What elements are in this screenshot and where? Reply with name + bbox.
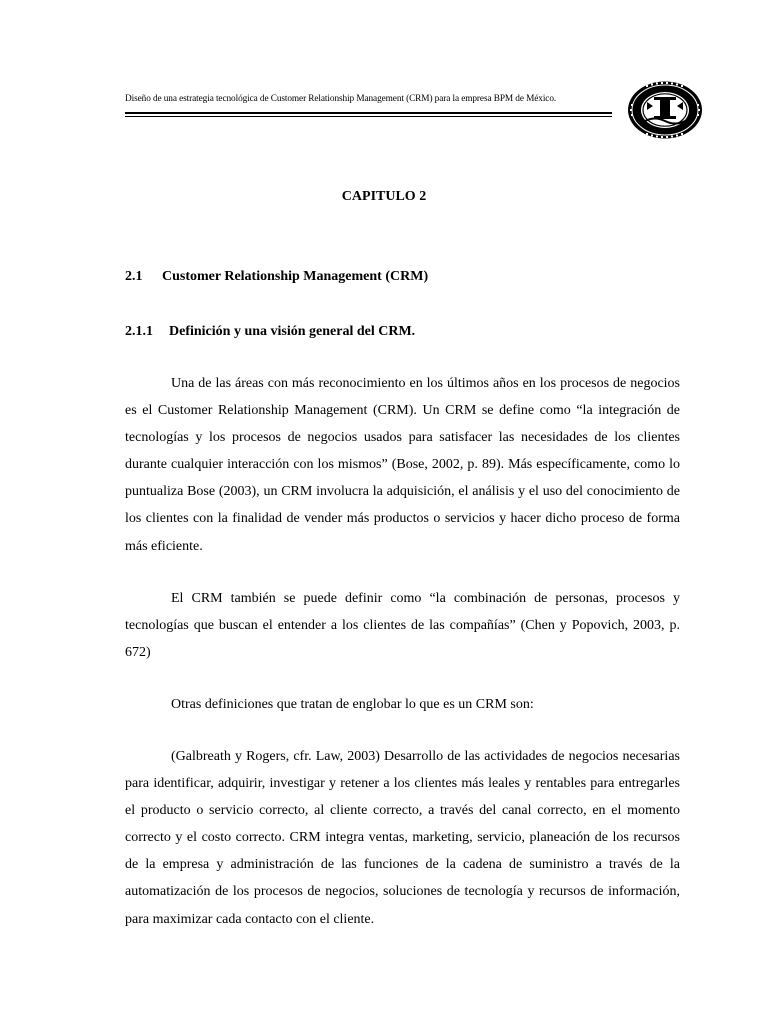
chapter-title: CAPITULO 2: [341, 189, 427, 204]
section-heading: [125, 269, 428, 285]
paragraph: Otras definiciones que tratan de englobar lo que es un CRM son:: [171, 697, 534, 712]
subsection-title: Definición y una visión general del CRM.: [169, 324, 416, 339]
paragraph: El CRM también se puede definir como “la combinación de personas, procesos y tecnologías que buscan el entender a los clientes de las compañías” (Chen y Popovich, 2003, p. 672): [125, 591, 680, 661]
paragraph: (Galbreath y Rogers, cfr. Law, 2003) Desarrollo de las actividades de negocios necesarias para identificar, adquirir, investigar y retener a los clientes más leales y rentables para entregarles el producto o servicio correcto, al cliente correcto, a través del canal correcto, en el momento correcto y el costo correcto. CRM integra ventas, marketing, servicio, planeación de los recursos de la empresa y administración de las funciones de la cadena de suministro a través de la automatización de los procesos de negocios, soluciones de tecnología y recursos de información, para maximizar cada contacto con el cliente.: [125, 749, 680, 927]
header-rule-thick: [125, 112, 612, 114]
section-title: Customer Relationship Management (CRM): [162, 269, 429, 284]
subsection-number: 2.1.1: [125, 324, 153, 339]
paragraph: Una de las áreas con más reconocimiento en los últimos años en los procesos de negocios es el Customer Relationship Management (CRM). Un CRM se define como “la integración de tecnologías y los procesos de negocios usados para satisfacer las necesidades de los clientes durante cualquier interacción con los mismos” (Bose, 2002, p. 89). Más específicamente, como lo puntualiza Bose (2003), un CRM involucra la adquisición, el análisis y el uso del conocimiento de los clientes con la finalidad de vender más productos o servicios y hacer dicho proceso de forma más eficiente.: [125, 376, 680, 554]
subsection-heading: [125, 324, 415, 340]
running-header: Diseño de una estrategia tecnológica de Customer Relationship Management (CRM) para la empresa BPM de México.: [125, 94, 557, 104]
header-rule-thin: [125, 116, 612, 117]
section-number: 2.1: [125, 269, 143, 284]
university-seal-logo: [626, 80, 704, 140]
